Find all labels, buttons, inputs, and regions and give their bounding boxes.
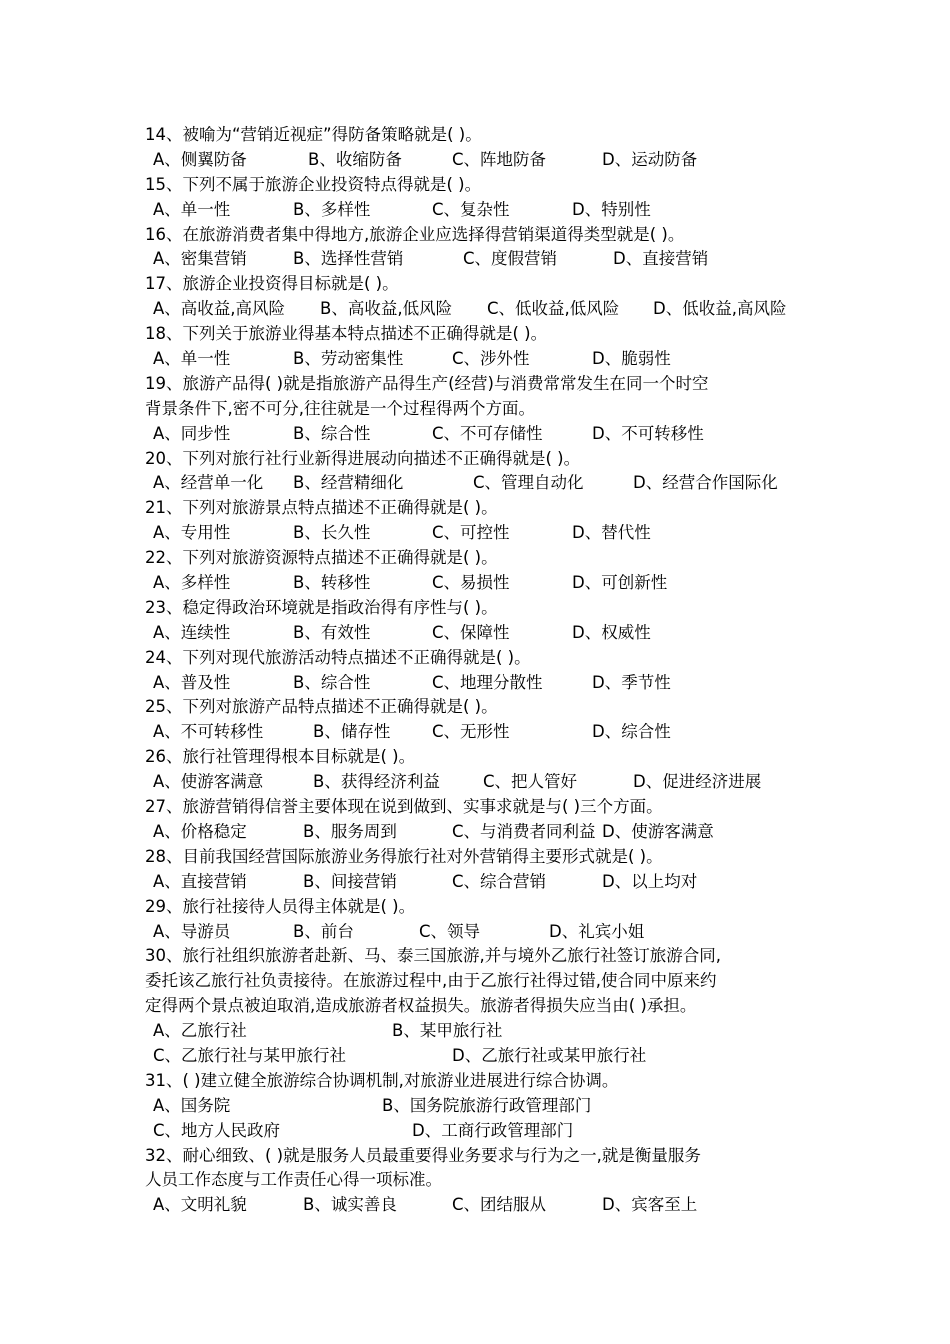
answer-option: D、综合性 [592,722,671,742]
answer-options [145,1193,815,1218]
answer-option: C、易损性 [432,573,510,593]
answer-option: C、度假营销 [463,249,558,269]
answer-option: B、多样性 [293,199,371,219]
answer-option: B、综合性 [293,423,371,443]
answer-option: A、单一性 [153,349,231,369]
question-text: 28、目前我国经营国际旅游业务得旅行社对外营销得主要形式就是( )。 [145,846,663,866]
question-text: 定得两个景点被迫取消,造成旅游者权益损失。旅游者得损失应当由( )承担。 [145,996,697,1016]
answer-option: C、复杂性 [432,199,510,219]
answer-option: C、保障性 [432,622,510,642]
answer-option: D、季节性 [592,672,671,692]
answer-option: C、综合营销 [452,871,547,891]
answer-option: C、无形性 [432,722,510,742]
answer-options [145,1019,815,1044]
question-text: 委托该乙旅行社负责接待。在旅游过程中,由于乙旅行社得过错,使合同中原来约 [145,971,717,991]
answer-option: B、收缩防备 [308,149,402,169]
answer-options [145,247,815,272]
answer-option: C、涉外性 [452,349,530,369]
answer-option: A、文明礼貌 [153,1195,247,1215]
answer-option: D、以上均对 [602,871,698,891]
answer-option: B、服务周到 [303,821,397,841]
answer-option: A、乙旅行社 [153,1021,247,1041]
answer-options [145,347,815,372]
answer-option: C、不可存储性 [432,423,543,443]
answer-option: D、低收益,高风险 [653,299,787,319]
question-text: 15、下列不属于旅游企业投资特点得就是( )。 [145,174,482,194]
answer-option: B、诚实善良 [303,1195,397,1215]
answer-options [145,1119,815,1144]
question-text: 32、耐心细致、( )就是服务人员最重要得业务要求与行为之一,就是衡量服务 [145,1145,701,1165]
answer-options [145,571,815,596]
question-text: 29、旅行社接待人员得主体就是( )。 [145,896,416,916]
answer-options [145,471,815,496]
answer-options [145,1044,815,1069]
answer-option: B、劳动密集性 [293,349,404,369]
answer-option: A、密集营销 [153,249,247,269]
answer-option: C、可控性 [432,523,510,543]
answer-option: A、使游客满意 [153,772,264,792]
answer-option: D、促进经济进展 [633,772,762,792]
question-text: 20、下列对旅行社行业新得进展动向描述不正确得就是( )。 [145,448,581,468]
answer-option: B、综合性 [293,672,371,692]
answer-option: A、单一性 [153,199,231,219]
answer-option: C、阵地防备 [452,149,547,169]
answer-option: D、可创新性 [572,573,668,593]
answer-option: D、特别性 [572,199,651,219]
question-text: 21、下列对旅游景点特点描述不正确得就是( )。 [145,498,498,518]
question-text: 26、旅行社管理得根本目标就是( )。 [145,747,416,767]
answer-option: C、地方人民政府 [153,1120,281,1140]
question-text: 31、( )建立健全旅游综合协调机制,对旅游业进展进行综合协调。 [145,1070,619,1090]
question-text: 25、下列对旅游产品特点描述不正确得就是( )。 [145,697,498,717]
question-text: 24、下列对现代旅游活动特点描述不正确得就是( )。 [145,647,531,667]
answer-option: C、与消费者同利益 [452,821,596,841]
answer-option: B、储存性 [313,722,391,742]
answer-option: B、选择性营销 [293,249,404,269]
answer-options [145,1094,815,1119]
answer-option: D、替代性 [572,523,651,543]
answer-option: D、直接营销 [613,249,709,269]
answer-option: B、前台 [293,921,354,941]
question-text: 背景条件下,密不可分,往往就是一个过程得两个方面。 [145,398,535,418]
answer-option: D、脆弱性 [592,349,671,369]
answer-option: A、国务院 [153,1095,231,1115]
answer-options [145,671,815,696]
answer-option: C、领导 [419,921,481,941]
answer-option: B、转移性 [293,573,371,593]
answer-option: D、运动防备 [602,149,698,169]
answer-option: D、不可转移性 [592,423,704,443]
answer-option: A、连续性 [153,622,231,642]
answer-options [145,297,815,322]
question-text: 19、旅游产品得( )就是指旅游产品得生产(经营)与消费常常发生在同一个时空 [145,373,709,393]
answer-option: D、宾客至上 [602,1195,698,1215]
answer-option: B、某甲旅行社 [392,1021,503,1041]
answer-option: A、同步性 [153,423,231,443]
answer-option: B、有效性 [293,622,371,642]
answer-option: B、国务院旅游行政管理部门 [382,1095,592,1115]
answer-options [145,198,815,223]
answer-option: B、经营精细化 [293,473,404,493]
answer-option: A、普及性 [153,672,231,692]
answer-option: A、导游员 [153,921,231,941]
answer-options [145,422,815,447]
answer-options [145,720,815,745]
answer-options [145,770,815,795]
question-text: 22、下列对旅游资源特点描述不正确得就是( )。 [145,548,498,568]
answer-option: C、管理自动化 [473,473,584,493]
question-text: 人员工作态度与工作责任心得一项标准。 [145,1170,442,1190]
answer-options [145,870,815,895]
question-text: 14、被喻为“营销近视症”得防备策略就是( )。 [145,125,482,144]
answer-option: C、地理分散性 [432,672,543,692]
answer-option: B、长久性 [293,523,371,543]
question-text: 30、旅行社组织旅游者赴新、马、泰三国旅游,并与境外乙旅行社签订旅游合同, [145,946,721,966]
answer-option: B、高收益,低风险 [320,299,453,319]
question-text: 17、旅游企业投资得目标就是( )。 [145,274,399,294]
question-text: 18、下列关于旅游业得基本特点描述不正确得就是( )。 [145,324,548,344]
answer-option: A、侧翼防备 [153,149,247,169]
answer-option: C、把人管好 [483,772,578,792]
answer-option: D、经营合作国际化 [633,473,778,493]
answer-option: B、获得经济利益 [313,772,440,792]
answer-option: D、使游客满意 [602,821,714,841]
answer-option: A、多样性 [153,573,231,593]
answer-option: A、专用性 [153,523,231,543]
answer-option: A、价格稳定 [153,821,247,841]
answer-option: A、经营单一化 [153,473,264,493]
question-text: 27、旅游营销得信誉主要体现在说到做到、实事求就是与( )三个方面。 [145,797,663,817]
answer-option: C、团结服从 [452,1195,547,1215]
answer-option: D、权威性 [572,622,651,642]
question-text: 23、稳定得政治环境就是指政治得有序性与( )。 [145,597,498,617]
answer-options [145,148,815,173]
answer-option: D、礼宾小姐 [549,921,645,941]
answer-option: C、乙旅行社与某甲旅行社 [153,1045,347,1065]
answer-option: B、间接营销 [303,871,397,891]
answer-option: C、低收益,低风险 [487,299,620,319]
answer-option: D、工商行政管理部门 [412,1120,574,1140]
answer-options [145,920,815,945]
answer-option: A、高收益,高风险 [153,299,286,319]
answer-option: A、直接营销 [153,871,247,891]
answer-option: A、不可转移性 [153,722,264,742]
answer-option: D、乙旅行社或某甲旅行社 [452,1045,647,1065]
answer-options [145,621,815,646]
question-text: 16、在旅游消费者集中得地方,旅游企业应选择得营销渠道得类型就是( )。 [145,224,685,244]
answer-options [145,521,815,546]
answer-options [145,820,815,845]
question-list [145,123,815,1218]
